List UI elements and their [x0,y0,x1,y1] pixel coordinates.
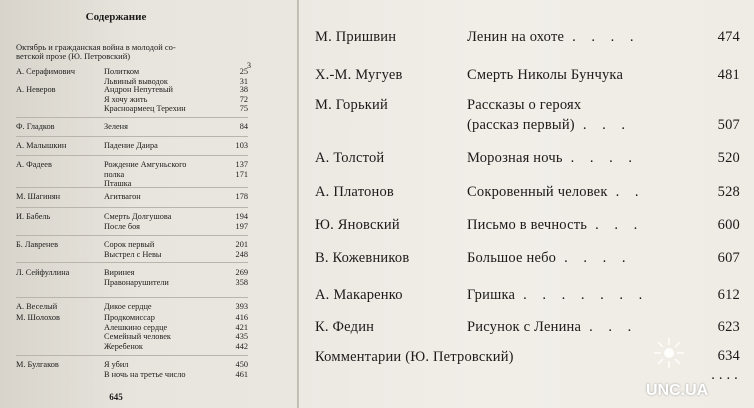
left-entry-pages [222,360,248,379]
intro-line-1: Октябрь и гражданская война в молодой со- [16,42,176,52]
left-entry-title: полка [104,169,125,179]
right-entry-page: 607 [717,250,740,266]
left-entry-author: И. Бабель [16,212,51,221]
left-entry-page: 194 [235,212,248,221]
left-entry-pages [222,268,248,287]
left-entry-title: Я хочу жить [104,94,148,104]
right-entry-title-line: Рисунок с Ленина [467,319,582,335]
left-entry-page: 461 [235,369,248,379]
left-entry-titles [104,85,226,114]
left-entry-page: 269 [235,268,248,277]
left-entry-page: 416 [235,313,248,322]
right-entry-page: 623 [717,319,740,335]
separator-rule [16,187,248,188]
right-entry-dots: . . . [582,117,631,133]
commentary-label: Комментарии (Ю. Петровский) [315,349,514,365]
left-entry-title: В ночь на третье число [104,369,186,379]
left-entry-author: А. Веселый [16,302,58,311]
watermark [646,350,746,400]
left-entry-title: Пташка [104,179,132,189]
left-entry-pages [222,212,248,231]
left-entry-page: 72 [239,94,248,104]
right-entry-page: 474 [717,29,740,45]
watermark-text: UNC.UA [646,382,709,399]
right-entry-title-line: Смерть Николы Бунчука [467,67,624,83]
left-entry-title: Дикое сердце [104,302,152,311]
left-entry-title: Виринея [104,268,135,277]
right-entry-title [467,65,623,85]
right-entry-author: А. Платонов [315,184,394,200]
right-entry-author: М. Горький [315,97,388,113]
left-entry-page: 103 [235,141,248,150]
left-entry-page: 31 [239,76,248,86]
left-entry-title: Падение Даира [104,141,158,150]
right-entry-dots: . . . . [572,29,640,45]
left-entry-author: А. Малышкин [16,141,67,150]
left-entry-page: 75 [239,104,248,114]
left-entry-titles [104,212,226,231]
right-entry-title-line: Морозная ночь [467,150,563,166]
right-entry-author: А. Макаренко [315,287,403,303]
left-entry-author: М. Шолохов [16,313,60,322]
separator-rule [16,355,248,356]
right-entry-title [467,285,648,305]
left-entry-pages [222,122,248,132]
right-entry-author: Х.-М. Мугуев [315,67,403,83]
contents-title: Содержание [85,11,147,23]
left-entry-title: Жеребенок [104,341,143,351]
left-entry-page: 248 [235,249,248,259]
right-entry-title [467,148,638,168]
separator-rule [16,297,248,298]
left-entry-title: Смерть Долгушова [104,212,172,221]
left-entry-pages [222,141,248,151]
left-entry-title: Продкомиссар [104,313,155,322]
left-entry-title: Красноармеец Терехин [104,104,186,114]
right-entry-page: 600 [717,217,740,233]
left-entry-pages [222,160,248,179]
sun-logo-icon [652,336,686,370]
right-entry-dots: . . . . [564,250,632,266]
left-entry-title: Агитвагон [104,192,141,201]
left-entry-page: 25 [239,67,248,76]
left-entry-page: 137 [235,160,248,169]
left-entry-author: А. Неверов [16,85,56,94]
left-entry-title: Я убил [104,360,129,369]
left-entry-titles [104,141,226,151]
left-entry-page: 435 [235,332,248,342]
right-page [299,0,754,408]
left-entry-title: Зеленя [104,122,128,131]
left-entry-author: Б. Лавренев [16,240,59,249]
right-entry-author: К. Федин [315,319,375,335]
left-entry-titles [104,240,226,259]
right-entry-title-line: Большое небо [467,250,557,266]
right-entry-author: А. Толстой [315,150,385,166]
right-entry-title-line: Ленин на охоте [467,29,565,45]
left-entry-title: Политком [104,67,140,76]
left-entry-titles [104,160,226,189]
left-entry-titles [104,268,226,287]
right-entry-author: Ю. Яновский [315,217,400,233]
right-entry-author: М. Пришвин [315,29,397,45]
separator-rule [16,155,248,156]
left-entry-page: 442 [235,341,248,351]
right-entry-dots: . . . . . . . [523,287,649,303]
left-entry-page: 393 [235,302,248,311]
left-entry-titles [104,192,226,202]
left-entry-pages [222,302,248,312]
left-entry-titles [104,302,226,312]
right-entry-dots: . . . [589,319,638,335]
right-entry-title-line: Рассказы о героях [467,97,582,113]
left-entry-page: 421 [235,322,248,332]
left-entry-titles [104,67,226,86]
left-entry-author: Л. Сейфуллина [16,268,70,277]
left-entry-pages [222,192,248,202]
left-entry-author: Ф. Гладков [16,122,55,131]
right-entry-page: 507 [717,117,740,133]
separator-rule [16,136,248,137]
intro-entry [16,42,251,70]
left-entry-pages [222,67,248,86]
commentary-page: 634 [717,348,740,364]
right-entry-title [467,248,632,268]
commentary-dots: . . . . [711,367,738,383]
left-entry-title: Выстрел с Невы [104,249,162,259]
left-entry-titles [104,360,226,379]
left-entry-author: М. Булгаков [16,360,59,369]
left-entry-author: М. Шагинян [16,192,61,201]
left-entry-title: Правонарушители [104,277,169,287]
right-entry-title-line: (рассказ первый) [467,117,575,133]
left-entry-title: Сорок первый [104,240,155,249]
right-entry-title [467,215,643,235]
left-entry-pages [222,313,248,351]
left-entry-page: 178 [235,192,248,201]
left-entry-title: Андрон Непутевый [104,85,173,94]
left-entry-pages [222,85,248,114]
left-entry-author: А. Серафимович [16,67,76,76]
separator-rule [16,207,248,208]
right-entry-dots: . . [615,184,645,200]
left-entry-titles [104,313,226,351]
left-entry-page: 358 [235,277,248,287]
left-entry-page: 171 [235,169,248,179]
right-entry-page: 520 [717,150,740,166]
intro-page: 3 [247,61,251,70]
left-entry-page: 201 [235,240,248,249]
right-entry-title-line: Письмо в вечность [467,217,588,233]
separator-rule [16,117,248,118]
left-entry-page: 38 [239,85,248,94]
right-entry-page: 481 [717,67,740,83]
left-entry-title: После боя [104,221,140,231]
left-entry-title: Алешкино сердце [104,322,168,332]
right-entry-page: 528 [717,184,740,200]
left-entry-title: Львиный выводок [104,76,168,86]
left-entry-title: Семейный человек [104,332,171,342]
left-entry-page: 84 [239,122,248,131]
right-entry-title-line: Гришка [467,287,516,303]
right-entry-title-line: Сокровенный человек [467,184,608,200]
right-entry-title [467,317,637,337]
separator-rule [16,262,248,263]
left-entry-page: 450 [235,360,248,369]
right-entry-title [467,27,640,47]
right-entry-title [467,182,644,202]
intro-line-2: ветской прозе (Ю. Петровский) [16,51,131,61]
right-entry-title [467,95,631,135]
right-entry-dots: . . . . [570,150,639,166]
right-entry-page: 612 [717,287,740,303]
left-entry-page: 197 [235,221,248,231]
left-entry-title: Рождение Амгуньского [104,160,187,169]
right-entry-dots: . . . [595,217,644,233]
right-entry-author: В. Кожевников [315,250,410,266]
left-entry-pages [222,240,248,259]
left-entry-titles [104,122,226,132]
separator-rule [16,235,248,236]
page-number-footer: 645 [109,392,123,402]
left-entry-author: А. Фадеев [16,160,52,169]
